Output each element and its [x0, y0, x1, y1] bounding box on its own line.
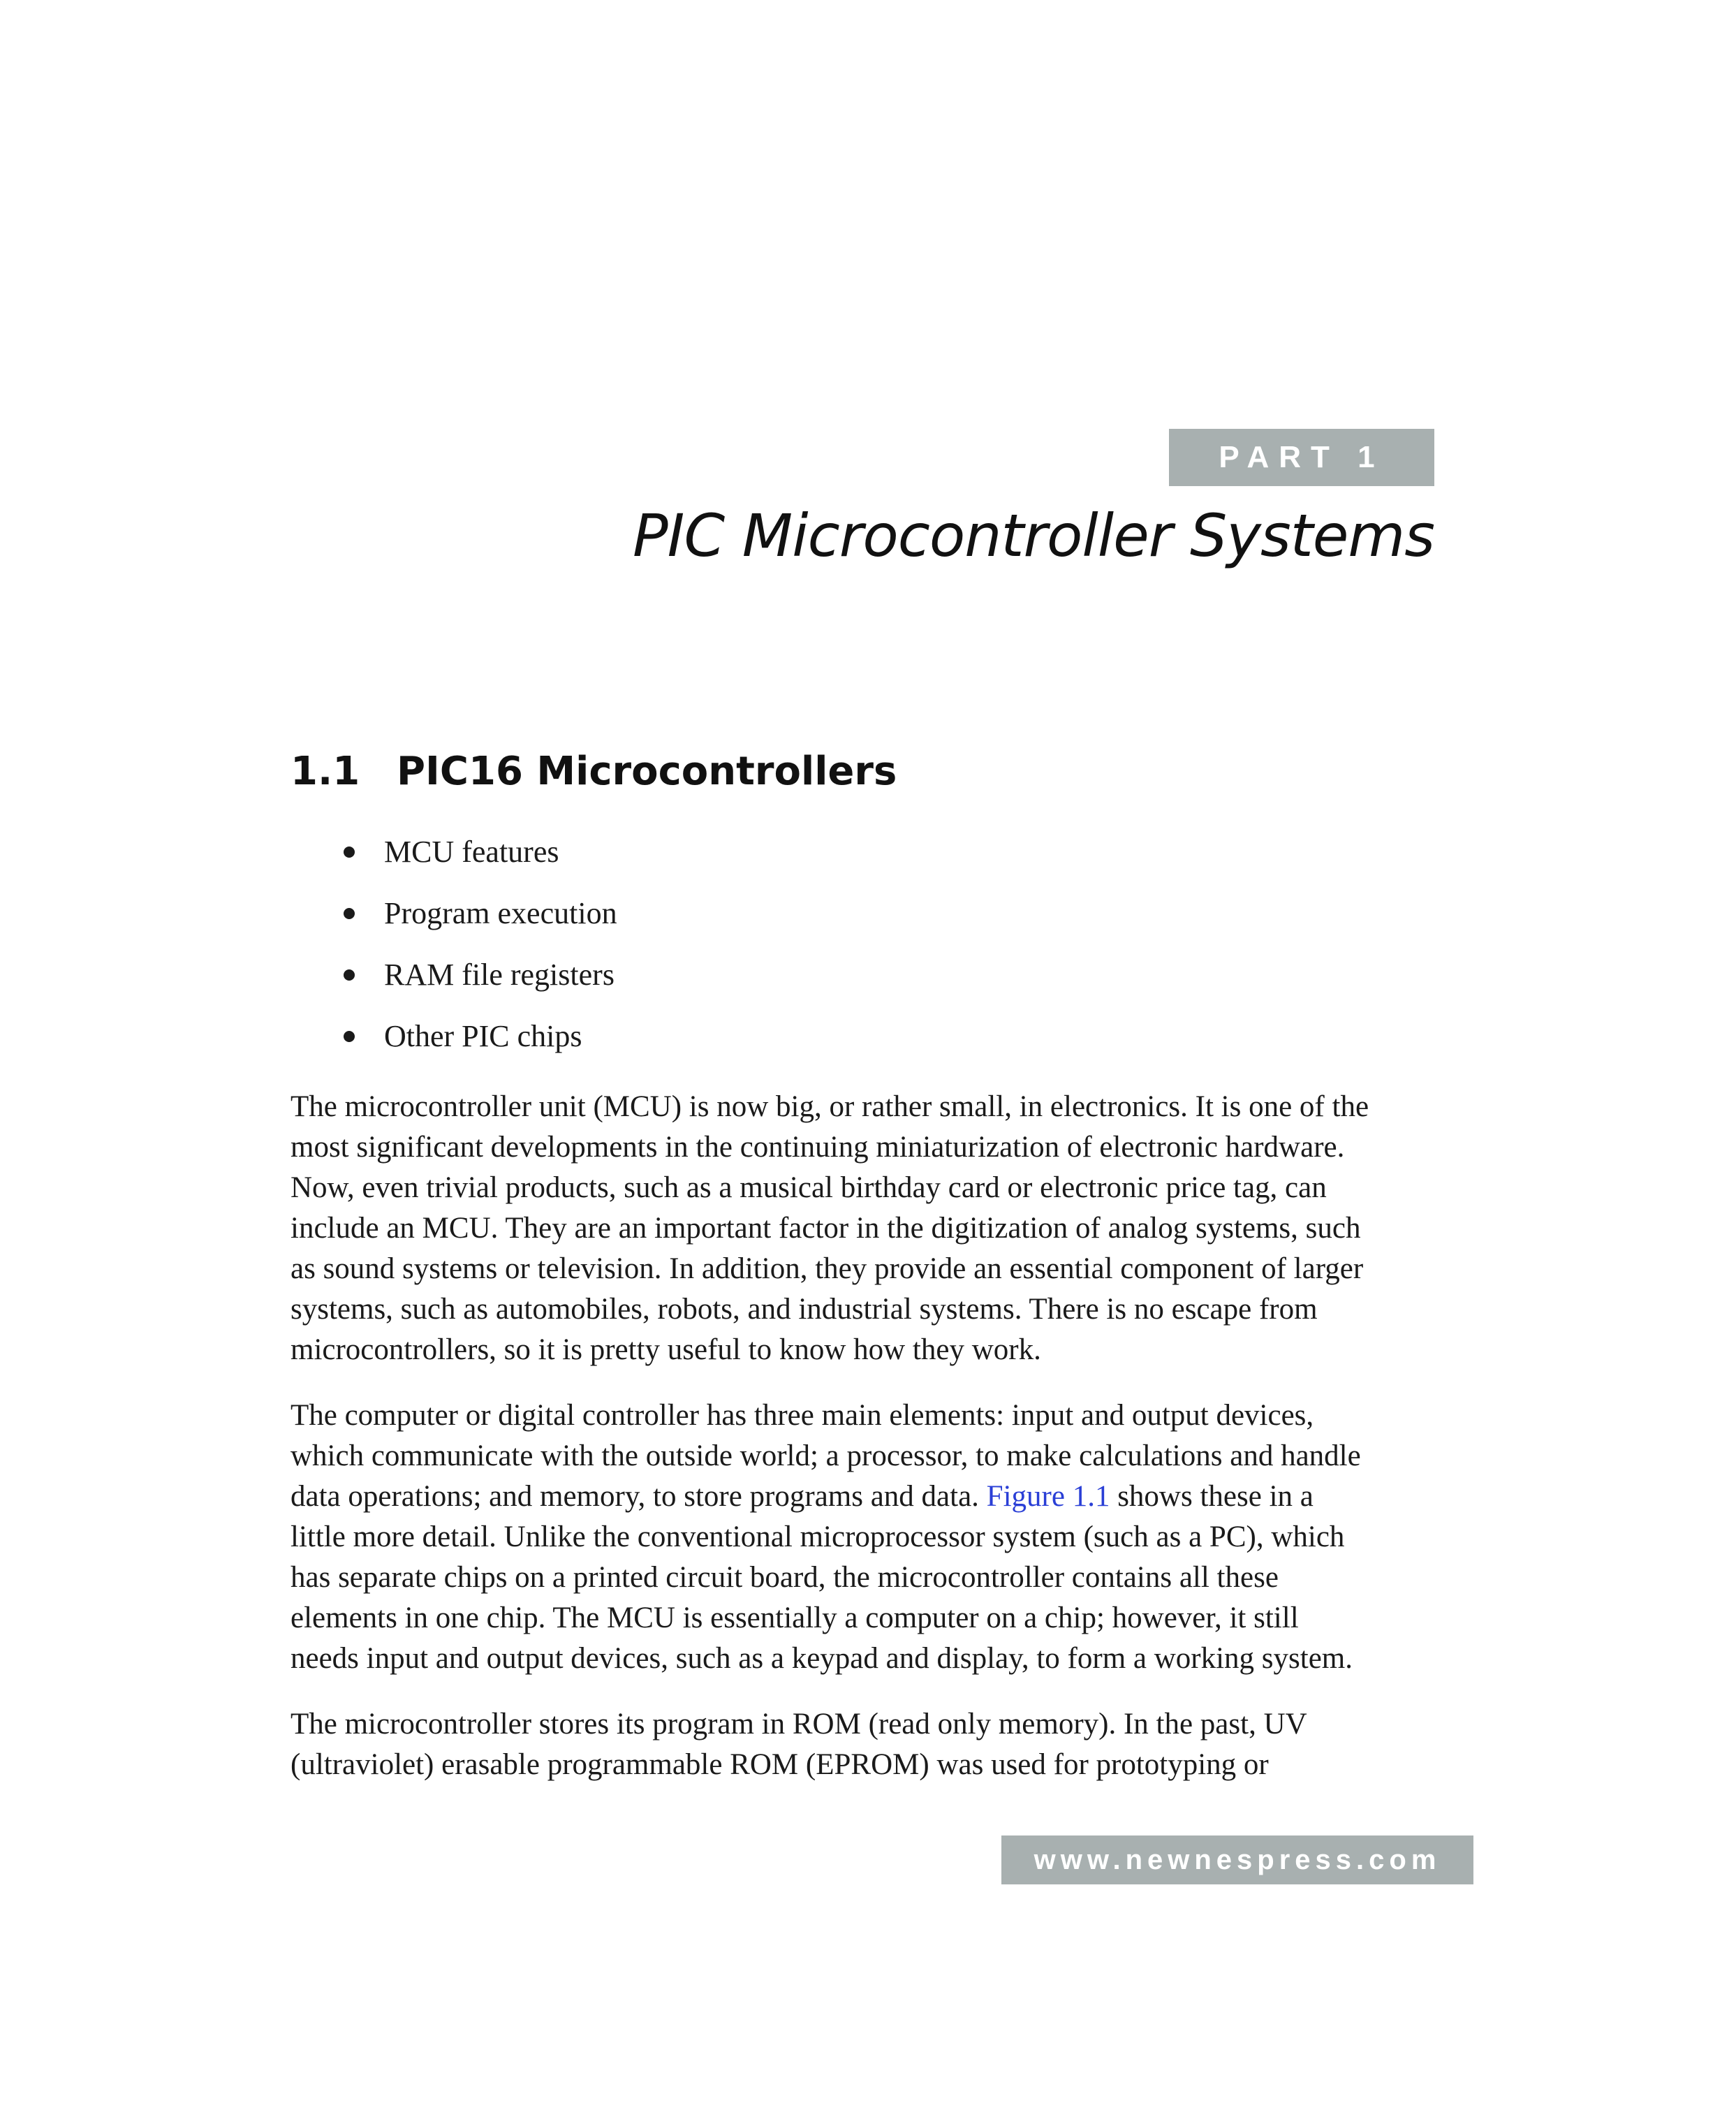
bullet-item [338, 821, 617, 883]
text-line: which communicate with the outside world; a processor, to make calculations and handle [290, 1439, 1361, 1472]
bullet-item [338, 883, 617, 944]
bullet-text: RAM file registers [384, 958, 615, 992]
text-fragment: data operations; and memory, to store programs and data. [290, 1480, 987, 1513]
section-title: PIC16 Microcontrollers [397, 749, 897, 794]
publisher-url[interactable]: www.newnespress.com [1033, 1844, 1441, 1875]
bullet-dot-icon [344, 1031, 355, 1042]
bullet-text: Other PIC chips [384, 1019, 582, 1053]
section-heading [290, 749, 897, 794]
text-line: as sound systems or television. In addition, they provide an essential component of larger [290, 1252, 1364, 1285]
text-line: little more detail. Unlike the conventional microprocessor system (such as a PC), which [290, 1521, 1345, 1553]
bullet-item [338, 944, 617, 1006]
text-line: The microcontroller unit (MCU) is now big, or rather small, in electronics. It is one of the [290, 1090, 1369, 1123]
chapter-title: PIC Microcontroller Systems [633, 501, 1434, 570]
text-line: include an MCU. They are an important factor in the digitization of analog systems, such [290, 1212, 1361, 1245]
bullet-item [338, 1006, 617, 1067]
part-label-banner [1169, 429, 1434, 486]
text-line: microcontrollers, so it is pretty useful to know how they work. [290, 1333, 1041, 1366]
text-line: The computer or digital controller has three main elements: input and output devices, [290, 1399, 1314, 1432]
paragraph-intro [290, 1087, 1447, 1370]
part-label: PART 1 [1219, 440, 1385, 474]
text-line: systems, such as automobiles, robots, and industrial systems. There is no escape from [290, 1293, 1318, 1326]
text-line-with-link [290, 1477, 1447, 1517]
bullet-text: Program execution [384, 896, 617, 930]
paragraph-elements [290, 1395, 1447, 1679]
topic-bullet-list [338, 821, 617, 1067]
text-fragment: shows these in a [1110, 1480, 1314, 1513]
footer-banner [1001, 1835, 1473, 1884]
text-line: The microcontroller stores its program in ROM (read only memory). In the past, UV [290, 1708, 1307, 1741]
section-number: 1.1 [290, 749, 360, 794]
bullet-dot-icon [344, 908, 355, 919]
paragraph-rom [290, 1704, 1447, 1785]
text-line: Now, even trivial products, such as a musical birthday card or electronic price tag, can [290, 1171, 1327, 1204]
body-text [290, 1087, 1447, 1810]
text-line: needs input and output devices, such as a keypad and display, to form a working system. [290, 1642, 1353, 1675]
text-line: elements in one chip. The MCU is essentially a computer on a chip; however, it still [290, 1602, 1299, 1634]
bullet-text: MCU features [384, 835, 559, 869]
figure-link[interactable]: Figure 1.1 [986, 1480, 1110, 1513]
text-line: has separate chips on a printed circuit board, the microcontroller contains all these [290, 1561, 1279, 1594]
bullet-dot-icon [344, 969, 355, 981]
text-line: most significant developments in the continuing miniaturization of electronic hardware. [290, 1131, 1345, 1164]
bullet-dot-icon [344, 847, 355, 858]
text-line: (ultraviolet) erasable programmable ROM (EPROM) was used for prototyping or [290, 1748, 1269, 1781]
